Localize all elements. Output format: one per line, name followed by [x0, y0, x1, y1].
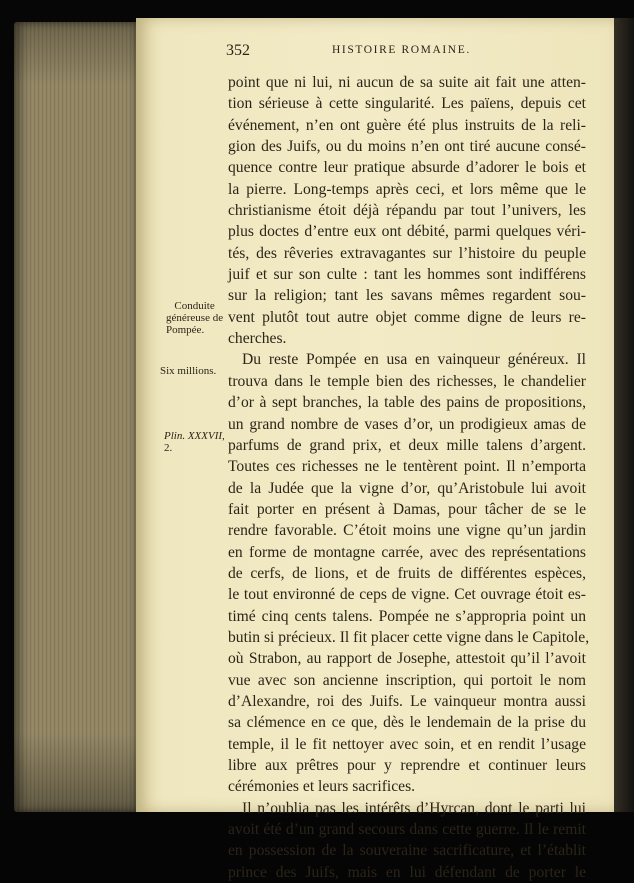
- text-line: avoit été d’un grand secours dans cette guerre. Il le remit: [228, 821, 586, 839]
- book-page: [136, 18, 614, 881]
- text-line: butin si précieux. Il fit placer cette vigne dans le Capitole,: [228, 628, 590, 646]
- page-header: [226, 42, 596, 62]
- body-text: [228, 72, 590, 883]
- margin-note-line: 2.: [164, 442, 173, 454]
- text-line: timé cinq cents talens. Pompée ne s’appropria point un: [228, 607, 586, 625]
- text-line: temple, il le fit nettoyer avec soin, et en rendit l’usage: [228, 735, 586, 753]
- page-number: 352: [226, 42, 250, 59]
- text-line: sa clémence en ce que, dès le lendemain de la prise du: [228, 714, 586, 732]
- text-line: Du reste Pompée en usa en vainqueur généreux. Il: [242, 351, 586, 369]
- text-line: libre aux prêtres pour y reprendre et continuer leurs: [228, 757, 586, 774]
- text-line: point que ni lui, ni aucun de sa suite ait fait une atten-: [228, 74, 586, 91]
- text-line: en forme de montagne carrée, avec des représentations: [228, 543, 586, 561]
- text-line: vue avec son ancienne inscription, qui portoit le nom: [228, 671, 586, 689]
- text-line: Il n’oublia pas les intérêts d’Hyrcan, dont le parti lui: [242, 799, 586, 817]
- text-line: fait porter en présent à Damas, pour tâcher de se le: [228, 500, 586, 518]
- text-line: le tout environné de ceps de vigne. Cet ouvrage étoit es-: [228, 586, 586, 604]
- text-line: d’Alexandre, roi des Juifs. Le vainqueur montra aussi: [228, 692, 586, 710]
- text-line: cherches.: [228, 330, 287, 348]
- margin-note-line: Conduite: [174, 300, 215, 312]
- margin-note-line: généreuse de: [166, 312, 224, 324]
- text-line: Toutes ces richesses ne le tentèrent point. Il n’emporta: [228, 458, 586, 476]
- text-line: événement, n’en ont guère été plus instruits de la reli-: [228, 116, 586, 134]
- text-line: tés, des rêveries extravagantes sur l’histoire du peuple: [228, 244, 586, 262]
- text-line: en possession de la souveraine sacrificature, et l’établit: [228, 842, 586, 860]
- text-line: cérémonies et leurs sacrifices.: [228, 778, 416, 796]
- text-line: la pierre. Long-temps après ceci, et lors même que le: [228, 180, 586, 198]
- text-line: d’or à sept branches, la table des pains de propositions,: [228, 394, 586, 412]
- text-line: où Strabon, au rapport de Josephe, attestoit qu’il l’avoit: [228, 650, 586, 668]
- text-line: christianisme étoit déjà répandu par tout l’univers, les: [228, 202, 586, 220]
- text-line: de cerfs, de lions, et de fruits de différentes espèces,: [228, 564, 586, 582]
- text-line: tion sérieuse à cette singularité. Les païens, depuis cet: [228, 95, 586, 113]
- text-line: rendre favorable. C’étoit moins une vigne qu’un jardin: [228, 522, 586, 540]
- margin-note-plin: [164, 430, 225, 454]
- text-line: prince des Juifs, mais en lui défendant de porter le: [228, 863, 586, 881]
- margin-note-line: Pompée.: [166, 324, 205, 336]
- text-line: un grand nombre de vases d’or, un prodigieux amas de: [228, 415, 586, 433]
- text-line: de la Judée que la vigne d’or, qu’Aristobule lui avoit: [228, 479, 586, 497]
- margin-note-conduite: [166, 300, 223, 336]
- text-line: sur la religion; tant les savans mêmes regardent sou-: [228, 287, 586, 305]
- page-stack-edge: [14, 22, 138, 812]
- text-line: plus doctes d’entre eux ont débité, parmi quelques véri-: [228, 223, 586, 241]
- margin-note-line: Plin. XXXVII,: [164, 430, 225, 442]
- text-line: juif et sur son culte : tant les hommes sont indifférens: [228, 266, 586, 284]
- margin-note-six-millions: Six millions.: [160, 365, 217, 377]
- text-line: vent plutôt tout autre objet comme digne de leurs re-: [228, 308, 586, 326]
- text-line: trouva dans le temple bien des richesses, le chandelier: [228, 372, 586, 390]
- text-line: parfums de grand prix, et deux mille talens d’argent.: [228, 436, 586, 454]
- running-title: HISTOIRE ROMAINE.: [332, 44, 471, 56]
- text-line: quence contre leur pratique absurde d’adorer le bois et: [228, 159, 586, 177]
- text-line: gion des Juifs, ou du moins n’en ont tiré aucune consé-: [228, 138, 586, 156]
